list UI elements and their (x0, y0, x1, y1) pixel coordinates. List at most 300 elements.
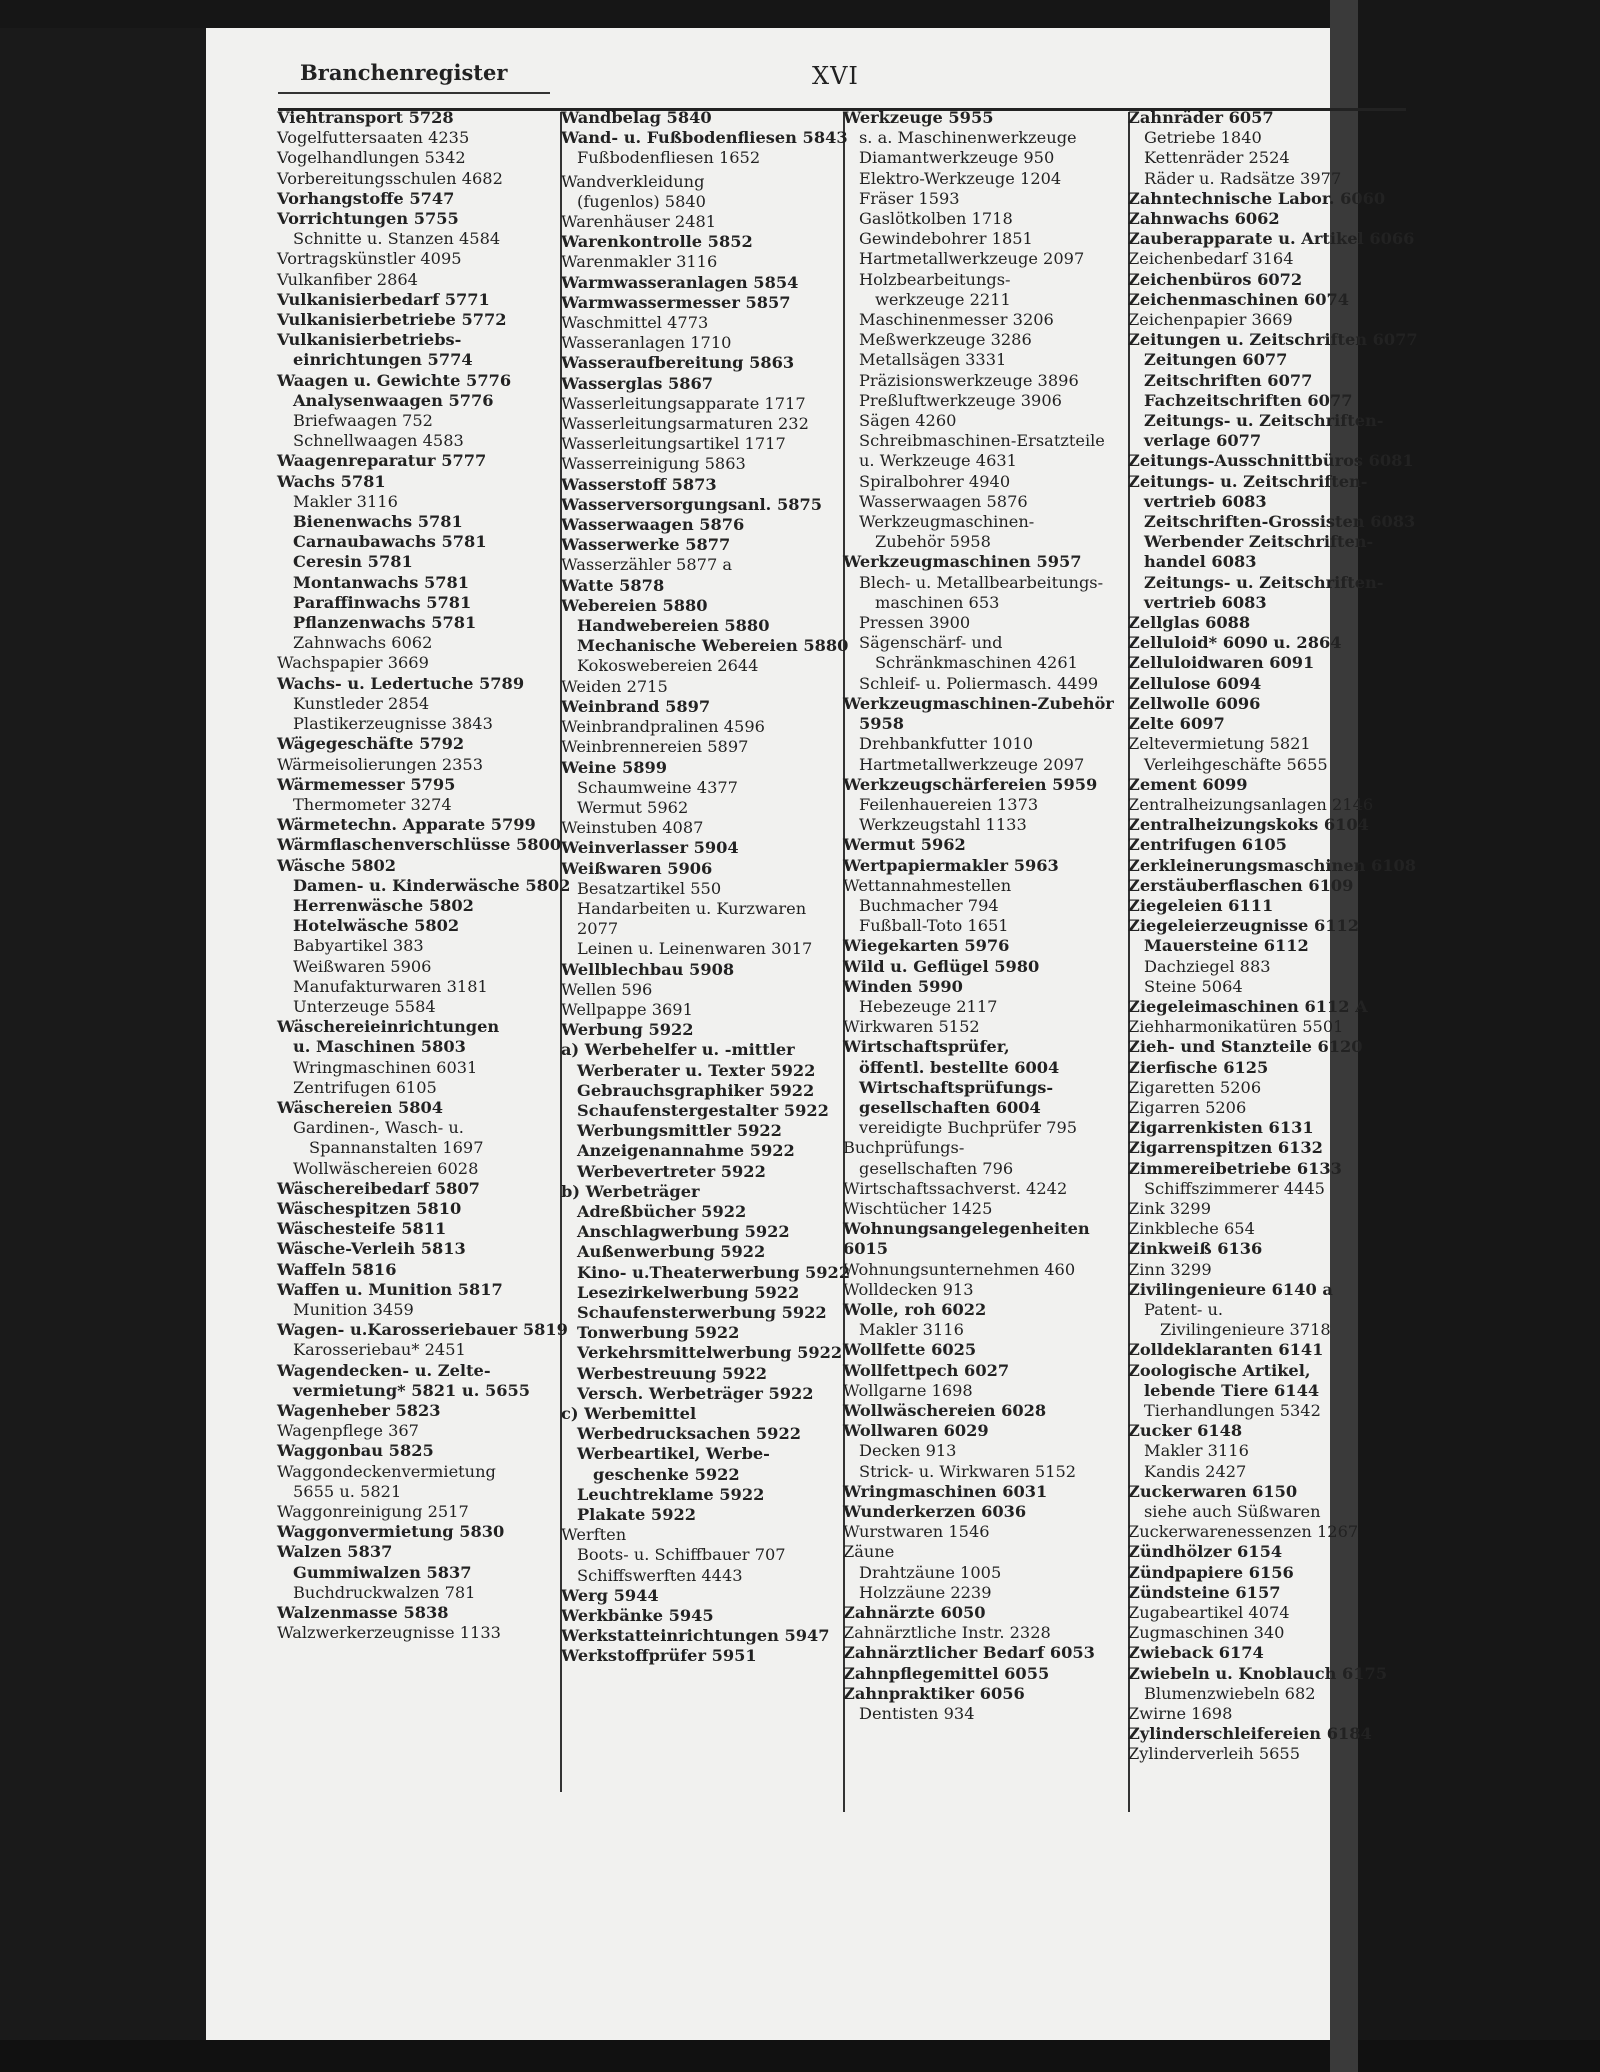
index-entry: Tonwerbung 5922 (577, 1323, 740, 1343)
index-entry: Schränkmaschinen 4261 (875, 653, 1078, 673)
index-entry: Außenwerbung 5922 (577, 1242, 766, 1262)
index-entry: Wellen 596 (561, 979, 653, 999)
index-entry: Zigarrenspitzen 6132 (1128, 1138, 1323, 1158)
index-entry: Weiden 2715 (561, 676, 668, 696)
index-entry: Wachspapier 3669 (277, 653, 429, 673)
index-entry: Zeitungs- u. Zeitschriften- (1144, 411, 1384, 431)
index-entry: maschinen 653 (875, 592, 1000, 612)
index-entry: Zahnärztlicher Bedarf 6053 (843, 1643, 1095, 1663)
index-entry: Vorhangstoffe 5747 (277, 188, 455, 208)
index-entry: Zahnräder 6057 (1128, 108, 1274, 127)
index-entry: Zahnpraktiker 6056 (843, 1683, 1025, 1703)
index-entry: Wollfette 6025 (843, 1340, 977, 1360)
index-entry: Wärmetechn. Apparate 5799 (277, 815, 536, 835)
index-entry: Vogelhandlungen 5342 (277, 148, 466, 168)
index-entry: Wasserleitungsapparate 1717 (561, 393, 806, 413)
index-entry: Patent- u. (1144, 1299, 1224, 1319)
index-entry: Wohnungsangelegenheiten (843, 1219, 1090, 1239)
page-number: XVI (812, 62, 859, 90)
index-entry: Wolle, roh 6022 (843, 1299, 987, 1319)
index-entry: Wärmeisolierungen 2353 (277, 754, 484, 774)
index-entry: Preßluftwerkzeuge 3906 (859, 390, 1062, 410)
index-entry: Walzwerkerzeugnisse 1133 (277, 1623, 501, 1643)
index-entry: Analysenwaagen 5776 (293, 390, 494, 410)
index-entry: Boots- u. Schiffbauer 707 (577, 1545, 786, 1565)
index-entry: Wasserreinigung 5863 (561, 454, 746, 474)
index-entry: Fußbodenfliesen 1652 (577, 148, 761, 168)
index-entry: Warenkontrolle 5852 (561, 232, 753, 252)
index-entry: Zahnärzte 6050 (843, 1603, 986, 1623)
index-entry: Vulkanisierbedarf 5771 (277, 289, 490, 309)
index-entry: Schaufensterwerbung 5922 (577, 1302, 827, 1322)
index-entry: Metallsägen 3331 (859, 350, 1007, 370)
index-entry: Zuckerwarenessenzen 1267 (1128, 1522, 1359, 1542)
index-entry: Wasserzähler 5877 a (561, 555, 733, 575)
index-entry: Werberater u. Texter 5922 (577, 1060, 816, 1080)
index-entry: Watte 5878 (561, 575, 665, 595)
index-entry: Kettenräder 2524 (1144, 148, 1290, 168)
index-entry: Zylinderverleih 5655 (1128, 1744, 1301, 1764)
index-entry: Ceresin 5781 (293, 552, 413, 572)
index-entry: Wollwaren 6029 (843, 1421, 989, 1441)
index-entry: Makler 3116 (859, 1320, 964, 1340)
index-entry: Warmwasseranlagen 5854 (561, 272, 799, 292)
index-entry: Werkzeugschärfereien 5959 (843, 774, 1098, 794)
index-entry: Kokoswebereien 2644 (577, 656, 759, 676)
index-entry: vermietung* 5821 u. 5655 (293, 1380, 531, 1400)
index-entry: Wolldecken 913 (843, 1279, 974, 1299)
index-entry: Vogelfuttersaaten 4235 (277, 128, 470, 148)
index-entry: Lesezirkelwerbung 5922 (577, 1282, 800, 1302)
index-entry: Warenmakler 3116 (561, 252, 718, 272)
index-entry: Zugmaschinen 340 (1128, 1623, 1285, 1643)
index-entry: Viehtransport 5728 (277, 108, 454, 127)
index-entry: Webereien 5880 (561, 595, 708, 615)
index-entry: Zellglas 6088 (1128, 613, 1251, 633)
index-entry: Wertpapiermakler 5963 (843, 855, 1059, 875)
index-entry: Schnitte u. Stanzen 4584 (293, 229, 501, 249)
index-entry: Werkzeuge 5955 (843, 108, 994, 127)
index-entry: Sägen 4260 (859, 411, 957, 431)
index-entry: Hartmetallwerkzeuge 2097 (859, 249, 1085, 269)
index-entry: Gebrauchsgraphiker 5922 (577, 1080, 815, 1100)
running-head: Branchenregister (300, 60, 508, 85)
index-entry: Ziegeleien 6111 (1128, 895, 1274, 915)
index-entry: Weißwaren 5906 (561, 858, 713, 878)
index-entry: Zeltevermietung 5821 (1128, 734, 1311, 754)
index-entry: Wohnungsunternehmen 460 (843, 1259, 1076, 1279)
index-entry: u. Werkzeuge 4631 (859, 451, 1017, 471)
index-entry: Wäschereibedarf 5807 (277, 1178, 480, 1198)
index-entry: Waggonvermietung 5830 (277, 1522, 505, 1542)
index-entry: Zahnpflegemittel 6055 (843, 1663, 1050, 1683)
index-entry: Babyartikel 383 (293, 936, 424, 956)
index-entry: Leinen u. Leinenwaren 3017 (577, 939, 813, 959)
index-entry: Bienenwachs 5781 (293, 512, 463, 532)
index-entry: Weine 5899 (561, 757, 668, 777)
index-entry: Wäsche-Verleih 5813 (277, 1239, 466, 1259)
index-entry: lebende Tiere 6144 (1144, 1380, 1320, 1400)
index-entry: Zellwolle 6096 (1128, 693, 1261, 713)
index-entry: Zauberapparate u. Artikel 6066 (1128, 229, 1415, 249)
index-entry: Verleihgeschäfte 5655 (1144, 754, 1328, 774)
index-entry: Warmwassermesser 5857 (561, 292, 791, 312)
index-entry: Wurstwaren 1546 (843, 1522, 990, 1542)
index-entry: Werbevertreter 5922 (577, 1161, 766, 1181)
index-entry: Wirtschaftsprüfungs- (859, 1077, 1054, 1097)
index-entry: Zelluloidwaren 6091 (1128, 653, 1315, 673)
index-entry: vereidigte Buchprüfer 795 (859, 1118, 1078, 1138)
index-entry: Werbestreuung 5922 (577, 1363, 768, 1383)
index-entry: Waffeln 5816 (277, 1259, 397, 1279)
index-entry: Vulkanisierbetriebe 5772 (277, 310, 507, 330)
index-entry: Wagenheber 5823 (277, 1401, 441, 1420)
index-entry: Werkbänke 5945 (561, 1606, 714, 1626)
index-entry: Werbedrucksachen 5922 (577, 1424, 801, 1444)
index-entry: Weinbrandpralinen 4596 (561, 717, 765, 737)
index-entry: Wäschereien 5804 (277, 1097, 444, 1117)
index-entry: Sägenschärf- und (859, 633, 1003, 653)
index-entry: Wirtschaftsprüfer, (843, 1037, 1010, 1057)
index-entry: Wasseranlagen 1710 (561, 333, 732, 353)
index-entry: Verkehrsmittelwerbung 5922 (577, 1343, 843, 1363)
index-entry: öffentl. bestellte 6004 (859, 1057, 1060, 1077)
index-entry: Zentralheizungskoks 6104 (1128, 815, 1369, 835)
index-entry: Zinkweiß 6136 (1128, 1239, 1263, 1259)
index-entry: Zigaretten 5206 (1128, 1077, 1262, 1097)
index-entry: Zellulose 6094 (1128, 673, 1262, 693)
index-entry: Hebezeuge 2117 (859, 996, 998, 1016)
index-entry: Zentralheizungsanlagen 2146 (1128, 794, 1374, 814)
index-entry: Hartmetallwerkzeuge 2097 (859, 754, 1085, 774)
index-entry: vertrieb 6083 (1144, 491, 1267, 511)
index-entry: Vulkanisierbetriebs- (277, 330, 462, 350)
index-entry: Besatzartikel 550 (577, 878, 722, 898)
index-entry: gesellschaften 6004 (859, 1097, 1041, 1117)
index-entry: Wollwäschereien 6028 (843, 1401, 1047, 1420)
index-entry: Werbung 5922 (561, 1020, 694, 1040)
index-entry: Weißwaren 5906 (293, 956, 432, 976)
index-entry: Waffen u. Munition 5817 (277, 1279, 503, 1299)
index-entry: Wäsche 5802 (277, 855, 396, 875)
index-entry: Zeitungen 6077 (1144, 350, 1288, 370)
index-entry: Walzen 5837 (277, 1542, 393, 1562)
index-entry: Holzbearbeitungs- (859, 269, 1011, 289)
index-entry: Zäune (843, 1542, 895, 1562)
index-entry: Zeichenbüros 6072 (1128, 269, 1303, 289)
index-entry: Leuchtreklame 5922 (577, 1484, 765, 1504)
index-entry: Adreßbücher 5922 (577, 1201, 747, 1221)
index-entry: Wärmemesser 5795 (277, 774, 456, 794)
index-entry: Werg 5944 (561, 1585, 659, 1605)
index-entry: Wagen- u.Karosseriebauer 5819 (277, 1320, 568, 1340)
index-entry: Zieh- und Stanzteile 6120 (1128, 1037, 1363, 1057)
index-entry: Wirkwaren 5152 (843, 1017, 980, 1037)
index-entry: Zwiebeln u. Knoblauch 6175 (1128, 1663, 1388, 1683)
index-entry: Zündpapiere 6156 (1128, 1562, 1294, 1582)
index-entry: Wollwäschereien 6028 (293, 1158, 479, 1178)
index-entry: Waggonbau 5825 (277, 1441, 434, 1461)
index-entry: Wasserstoff 5873 (561, 474, 717, 494)
index-entry: Wasserversorgungsanl. 5875 (561, 494, 823, 514)
index-entry: Fußball-Toto 1651 (859, 916, 1009, 936)
index-entry: Winden 5990 (843, 976, 963, 996)
index-entry: vertrieb 6083 (1144, 592, 1267, 612)
index-entry: Maschinenmesser 3206 (859, 310, 1054, 330)
index-entry: Werkstatteinrichtungen 5947 (561, 1626, 830, 1646)
index-entry: Wärmflaschenverschlüsse 5800 (277, 835, 562, 855)
index-entry: Wollgarne 1698 (843, 1380, 973, 1400)
index-entry: Blumenzwiebeln 682 (1144, 1683, 1316, 1703)
index-entry: Zuckerwaren 6150 (1128, 1481, 1298, 1501)
index-entry: Zimmereibetriebe 6133 (1128, 1158, 1342, 1178)
index-entry: Gummiwalzen 5837 (293, 1562, 472, 1582)
index-entry: Werbender Zeitschriften- (1144, 532, 1374, 552)
index-entry: Wettannahmestellen (843, 875, 1012, 895)
index-entry: Zinkbleche 654 (1128, 1219, 1255, 1239)
index-entry: Werkzeugmaschinen- (859, 512, 1035, 532)
index-entry: Werbungsmittler 5922 (577, 1121, 782, 1141)
index-entry: Buchprüfungs- (843, 1138, 965, 1158)
index-entry: Herrenwäsche 5802 (293, 895, 474, 915)
index-entry: Wäschespitzen 5810 (277, 1198, 462, 1218)
index-entry: Wellpappe 3691 (561, 999, 693, 1019)
index-entry: Werkzeugstahl 1133 (859, 815, 1027, 835)
index-entry: Makler 3116 (1144, 1441, 1249, 1461)
index-entry: Montanwachs 5781 (293, 572, 470, 592)
index-entry: Werften (561, 1525, 627, 1545)
index-entry: Warenhäuser 2481 (561, 212, 717, 232)
index-entry: Wand- u. Fußbodenfliesen 5843 (561, 128, 848, 148)
index-entry: Munition 3459 (293, 1299, 414, 1319)
index-entry: 6015 (843, 1239, 889, 1259)
index-entry: Wasserglas 5867 (561, 373, 714, 393)
index-entry: Zahnärztliche Instr. 2328 (843, 1623, 1051, 1643)
index-entry: Gardinen-, Wasch- u. (293, 1118, 464, 1138)
index-entry: Wäschesteife 5811 (277, 1219, 447, 1239)
index-entry: Weinbrennereien 5897 (561, 737, 749, 757)
index-entry: Zelluloid* 6090 u. 2864 (1128, 633, 1342, 653)
index-entry: 5655 u. 5821 (293, 1481, 402, 1501)
index-entry: Handwebereien 5880 (577, 616, 770, 636)
index-entry: Anschlagwerbung 5922 (577, 1222, 790, 1242)
index-entry: Wasserwaagen 5876 (561, 515, 745, 535)
index-entry: Zeitungs- u. Zeitschriften- (1128, 471, 1368, 491)
index-entry: Schiffswerften 4443 (577, 1565, 743, 1585)
index-entry: Wermut 5962 (577, 797, 689, 817)
index-entry: Zigarren 5206 (1128, 1097, 1247, 1117)
index-entry: werkzeuge 2211 (875, 289, 1011, 309)
index-entry: Weinbrand 5897 (561, 696, 711, 716)
index-entry: Buchdruckwalzen 781 (293, 1582, 476, 1602)
index-entry: Zeitschriften 6077 (1144, 370, 1313, 390)
index-entry: Zahntechnische Labor. 6060 (1128, 188, 1386, 208)
index-entry: Kandis 2427 (1144, 1461, 1247, 1481)
index-entry: Decken 913 (859, 1441, 957, 1461)
index-entry: Räder u. Radsätze 3977 (1144, 168, 1342, 188)
index-entry: Zivilingenieure 6140 a (1128, 1279, 1333, 1299)
index-entry: Vorrichtungen 5755 (277, 209, 459, 229)
index-entry: Zierfische 6125 (1128, 1057, 1269, 1077)
index-entry: Zeitschriften-Grossisten 6083 (1144, 512, 1416, 532)
index-entry: Pressen 3900 (859, 613, 971, 633)
index-entry: Fräser 1593 (859, 188, 960, 208)
index-entry: Werkzeugmaschinen 5957 (843, 552, 1082, 572)
index-entry: Wollfettpech 6027 (843, 1360, 1010, 1380)
index-entry: Manufakturwaren 3181 (293, 976, 488, 996)
index-entry: Schnellwaagen 4583 (293, 431, 464, 451)
index-entry: Wagendecken- u. Zelte- (277, 1360, 491, 1380)
index-entry: Zentrifugen 6105 (293, 1077, 437, 1097)
index-entry: Zahnwachs 6062 (293, 633, 433, 653)
running-head-underline (278, 92, 550, 94)
index-entry: Zivilingenieure 3718 (1160, 1320, 1331, 1340)
index-entry: Walzenmasse 5838 (277, 1603, 449, 1623)
index-entry: Plastikerzeugnisse 3843 (293, 714, 493, 734)
index-entry: Damen- u. Kinderwäsche 5802 (293, 875, 571, 895)
index-entry: Kunstleder 2854 (293, 693, 430, 713)
index-entry: (fugenlos) 5840 (577, 191, 706, 211)
index-entry: Waggondeckenvermietung (277, 1461, 496, 1481)
index-column-1 (277, 108, 571, 1643)
index-entry: Schaufenstergestalter 5922 (577, 1100, 829, 1120)
index-entry: Zentrifugen 6105 (1128, 835, 1287, 855)
index-entry: Zugabeartikel 4074 (1128, 1603, 1290, 1623)
index-entry: Zeichenpapier 3669 (1128, 310, 1293, 330)
index-entry: Wagenpflege 367 (277, 1421, 419, 1441)
index-entry: verlage 6077 (1144, 431, 1262, 451)
index-entry: Zement 6099 (1128, 774, 1248, 794)
index-entry: Drehbankfutter 1010 (859, 734, 1034, 754)
index-entry: Zeichenmaschinen 6074 (1128, 289, 1349, 309)
index-entry: Drahtzäune 1005 (859, 1562, 1002, 1582)
index-entry: Wunderkerzen 6036 (843, 1502, 1027, 1522)
index-entry: Wasserwaagen 5876 (859, 491, 1028, 511)
index-entry: Wirtschaftssachverst. 4242 (843, 1178, 1068, 1198)
index-entry: Zeitungen u. Zeitschriften 6077 (1128, 330, 1418, 350)
index-entry: Waschmittel 4773 (561, 313, 709, 333)
index-entry: Ziegeleierzeugnisse 6112 (1128, 916, 1360, 936)
index-entry: Wasserleitungsartikel 1717 (561, 434, 786, 454)
index-entry: Zinn 3299 (1128, 1259, 1212, 1279)
index-entry: Schaumweine 4377 (577, 777, 738, 797)
index-entry: Waagenreparatur 5777 (277, 451, 487, 471)
index-entry: Zündsteine 6157 (1128, 1582, 1281, 1602)
index-entry: Wäschereieinrichtungen (277, 1017, 500, 1037)
index-entry: Carnaubawachs 5781 (293, 532, 487, 552)
index-entry: handel 6083 (1144, 552, 1257, 572)
index-entry: a) Werbehelfer u. -mittler (561, 1040, 795, 1060)
index-entry: Werkzeugmaschinen-Zubehör (843, 693, 1114, 713)
index-entry: 2077 (577, 919, 619, 939)
index-entry: Zerkleinerungsmaschinen 6108 (1128, 855, 1417, 875)
index-entry: b) Werbeträger (561, 1181, 700, 1201)
index-entry: Vorbereitungsschulen 4682 (277, 168, 503, 188)
index-entry: Wild u. Geflügel 5980 (843, 956, 1040, 976)
index-entry: Wandbelag 5840 (561, 108, 712, 127)
index-entry: s. a. Maschinenwerkzeuge (859, 128, 1077, 148)
index-entry: Wägegeschäfte 5792 (277, 734, 465, 754)
index-column-4 (1128, 108, 1416, 1765)
index-entry: Ziegeleimaschinen 6112 A (1128, 996, 1368, 1016)
index-column-3 (843, 108, 1129, 1724)
index-entry: Fachzeitschriften 6077 (1144, 390, 1353, 410)
index-entry: Kino- u.Theaterwerbung 5922 (577, 1262, 851, 1282)
index-entry: Mechanische Webereien 5880 (577, 636, 849, 656)
index-entry: Zolldeklaranten 6141 (1128, 1340, 1324, 1360)
index-entry: Werbeartikel, Werbe- (577, 1444, 770, 1464)
index-entry: Wringmaschinen 6031 (843, 1481, 1048, 1501)
index-entry: Versch. Werbeträger 5922 (577, 1383, 814, 1403)
index-entry: gesellschaften 796 (859, 1158, 1014, 1178)
index-entry: Wasserwerke 5877 (561, 535, 731, 555)
index-entry: Meßwerkzeuge 3286 (859, 330, 1032, 350)
index-entry: Zink 3299 (1128, 1198, 1212, 1218)
index-entry: Anzeigenannahme 5922 (577, 1141, 795, 1161)
index-entry: Zylinderschleifereien 6184 (1128, 1724, 1372, 1744)
index-entry: Wasseraufbereitung 5863 (561, 353, 795, 373)
index-entry: c) Werbemittel (561, 1404, 697, 1423)
index-entry: Buchmacher 794 (859, 895, 999, 915)
index-entry: Elektro-Werkzeuge 1204 (859, 168, 1062, 188)
index-entry: Weinverlasser 5904 (561, 838, 739, 858)
index-entry: Zwieback 6174 (1128, 1643, 1264, 1663)
index-entry: Zoologische Artikel, (1128, 1360, 1311, 1380)
index-entry: Gaslötkolben 1718 (859, 209, 1013, 229)
index-entry: Waggonreinigung 2517 (277, 1502, 469, 1522)
index-entry: Wischtücher 1425 (843, 1198, 993, 1218)
index-entry: Dentisten 934 (859, 1704, 975, 1724)
index-entry: Mauersteine 6112 (1144, 936, 1309, 956)
index-entry: Zelte 6097 (1128, 714, 1225, 734)
index-entry: Tierhandlungen 5342 (1144, 1401, 1321, 1420)
index-entry: Spiralbohrer 4940 (859, 471, 1011, 491)
index-entry: Makler 3116 (293, 491, 398, 511)
index-entry: Wasserleitungsarmaturen 232 (561, 414, 809, 434)
index-entry: u. Maschinen 5803 (293, 1037, 466, 1057)
index-entry: Zündhölzer 6154 (1128, 1542, 1283, 1562)
index-entry: Spannanstalten 1697 (309, 1138, 484, 1158)
index-entry: Unterzeuge 5584 (293, 996, 436, 1016)
index-entry: Werkstoffprüfer 5951 (561, 1646, 757, 1666)
index-entry: Wellblechbau 5908 (561, 959, 735, 979)
index-entry: Pflanzenwachs 5781 (293, 613, 477, 633)
index-entry: Ziehharmonikatüren 5501 (1128, 1017, 1344, 1037)
index-entry: Feilenhauereien 1373 (859, 794, 1039, 814)
index-entry: Thermometer 3274 (293, 794, 452, 814)
index-entry: Wermut 5962 (843, 835, 966, 855)
index-entry: Vulkanfiber 2864 (277, 269, 418, 289)
index-entry: Zigarrenkisten 6131 (1128, 1118, 1314, 1138)
index-entry: Wiegekarten 5976 (843, 936, 1010, 956)
index-entry: Zeitungs- u. Zeitschriften- (1144, 572, 1384, 592)
index-entry: Vortragskünstler 4095 (277, 249, 462, 269)
index-entry: Schiffszimmerer 4445 (1144, 1178, 1325, 1198)
index-entry: Zahnwachs 6062 (1128, 209, 1280, 229)
index-entry: Steine 5064 (1144, 976, 1243, 996)
index-entry: Briefwaagen 752 (293, 411, 433, 431)
index-entry: Gewindebohrer 1851 (859, 229, 1033, 249)
index-entry: Dachziegel 883 (1144, 956, 1271, 976)
index-entry: Zeichenbedarf 3164 (1128, 249, 1294, 269)
index-entry: Plakate 5922 (577, 1505, 696, 1525)
index-entry: Zeitungs-Ausschnittbüros 6081 (1128, 451, 1414, 471)
index-entry: Handarbeiten u. Kurzwaren (577, 898, 807, 918)
index-entry: Wandverkleidung (561, 171, 705, 191)
index-entry: Präzisionswerkzeuge 3896 (859, 370, 1079, 390)
index-entry: Wachs- u. Ledertuche 5789 (277, 673, 525, 693)
index-entry: Weinstuben 4087 (561, 818, 704, 838)
